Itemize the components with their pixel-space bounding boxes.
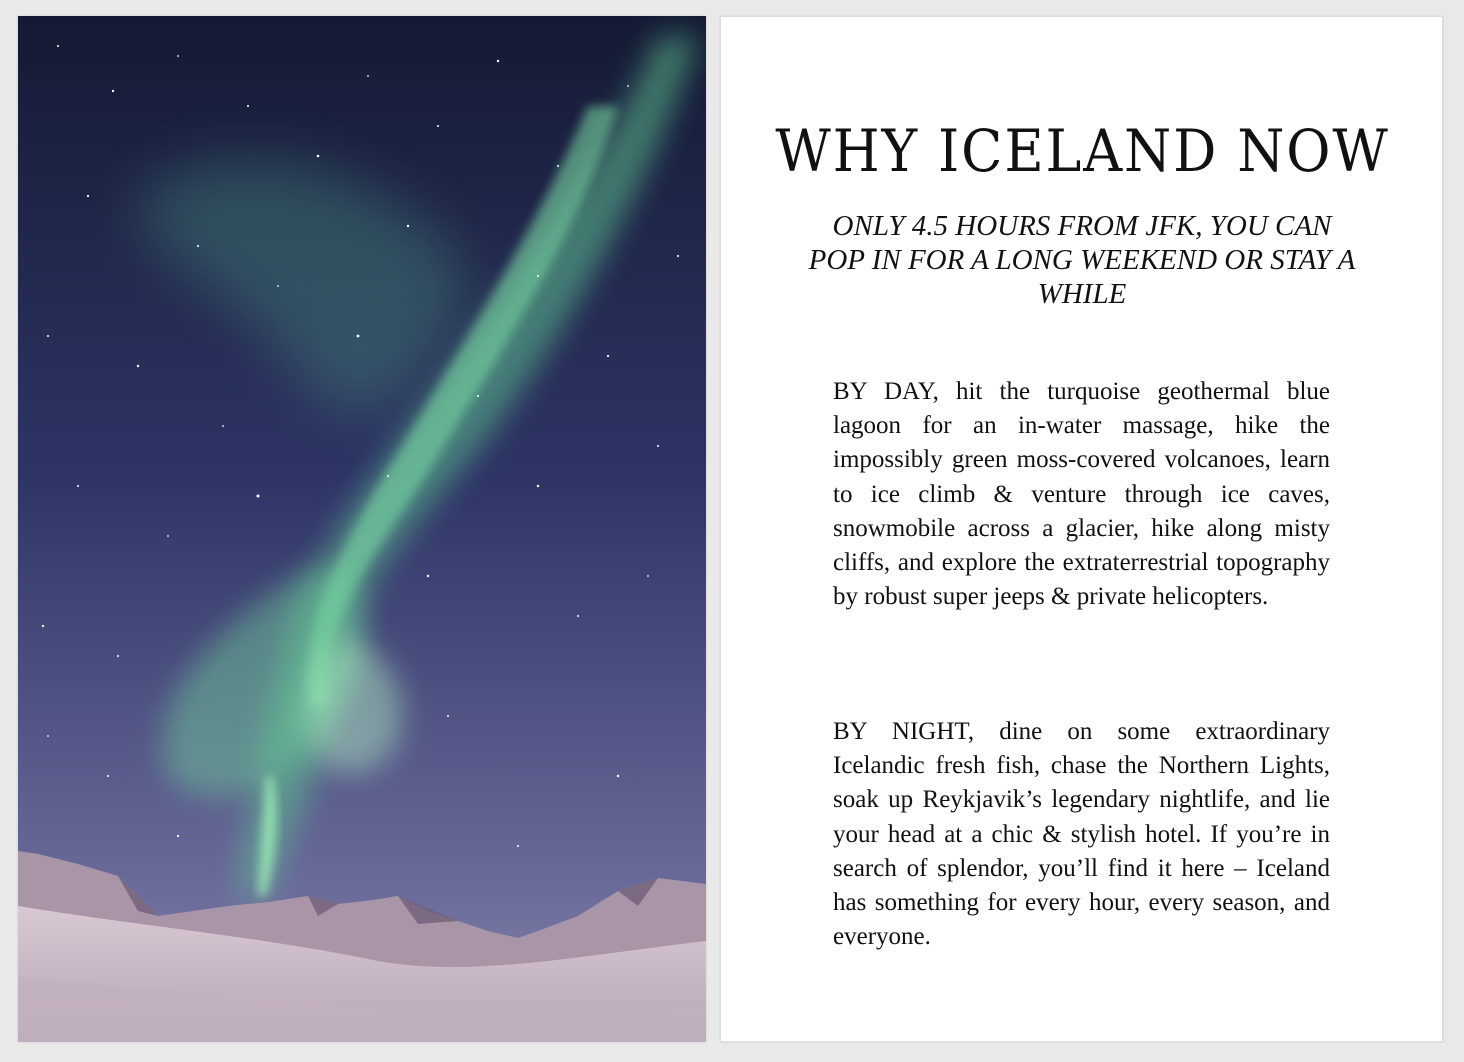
- by-day-body: hit the turquoise geothermal blue lagoon for an in-water massage, hike the impossibly green moss-covered volcanoes, learn to ice climb & venture through ice caves, snowmobile across a glacier, hike along misty cliffs, and explore the extraterrestrial topography by robust super jeeps & private helicopters.: [833, 378, 1331, 611]
- aurora-photo: [18, 16, 706, 1042]
- by-night-paragraph: [833, 715, 1330, 954]
- by-night-body: dine on some extraordinary Icelandic fresh fish, chase the Northern Lights, soak up Reykjavik’s legendary nightlife, and lie your head at a chic & stylish hotel. If you’re in search of splendor, you’ll find it here – Iceland has something for every hour, every season, and everyone.: [833, 718, 1330, 951]
- by-day-lead: BY DAY,: [833, 378, 939, 405]
- text-page: [720, 16, 1443, 1042]
- subtitle: ONLY 4.5 HOURS FROM JFK, YOU CAN POP IN FOR A LONG WEEKEND OR STAY A WHILE: [808, 210, 1356, 310]
- by-night-lead: BY NIGHT,: [833, 718, 975, 745]
- photo-page: [18, 16, 706, 1042]
- page-title: WHY ICELAND NOW: [775, 117, 1390, 185]
- by-day-paragraph: [833, 375, 1330, 614]
